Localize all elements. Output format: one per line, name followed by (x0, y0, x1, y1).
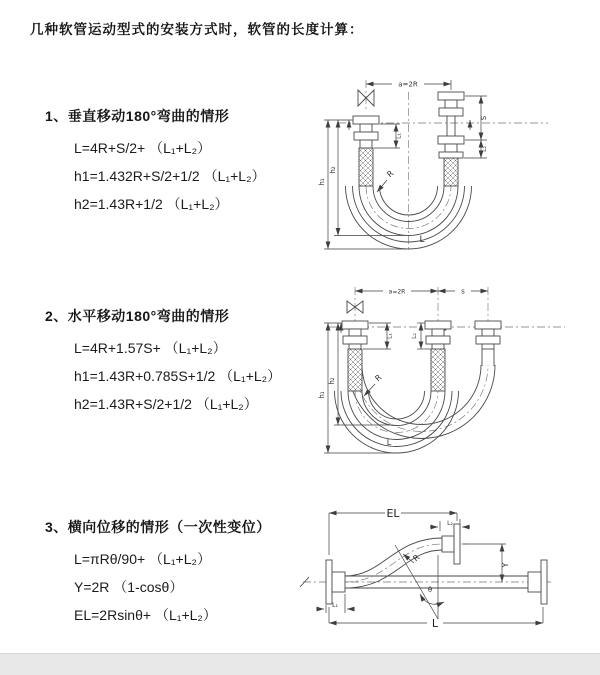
dim-label-l: L (386, 438, 392, 447)
formula-line: Y=2R （1-cosθ） (74, 579, 184, 595)
dim-label-l: L (419, 235, 425, 245)
dim-label-s: S (480, 115, 488, 121)
dim-label-l1: L₁ (395, 133, 403, 139)
dim-label-y: Y (501, 562, 510, 568)
pipe-fittings (342, 321, 501, 349)
formula-line: h2=1.43R+1/2 （L₁+L₂） (74, 196, 229, 212)
section-heading: 3、横向位移的情形（一次性变位） (45, 519, 271, 535)
formula-line: h1=1.432R+S/2+1/2 （L₁+L₂） (74, 168, 266, 184)
dim-label-r: R (411, 552, 422, 564)
dim-label-r: R (385, 168, 396, 180)
formula-line: h1=1.43R+0.785S+1/2 （L₁+L₂） (74, 368, 282, 384)
valve-icon (347, 301, 363, 313)
dim-label-l1: L₁ (332, 602, 338, 609)
formula-line: h2=1.43R+S/2+1/2 （L₁+L₂） (74, 396, 258, 412)
braided-hose (348, 349, 494, 391)
page-title: 几种软管运动型式的安装方式时，软管的长度计算： (30, 22, 364, 37)
formula-line: L=πRθ/90+ （L₁+L₂） (74, 551, 211, 567)
diagram-horizontal-bend (303, 277, 600, 462)
dim-label-h2: h₂ (329, 166, 337, 174)
footer-gray-bar (0, 653, 600, 675)
dim-label-l2: L₂ (411, 333, 418, 339)
dim-label-span: a=2R (388, 288, 406, 296)
dim-label-theta: θ (427, 586, 433, 594)
dim-label-l1: L₁ (386, 333, 394, 339)
dim-label-el: EL (386, 507, 400, 520)
dim-label-span: a=2R (398, 80, 418, 89)
diagram-labels (332, 507, 510, 630)
section-vertical-bend (45, 106, 266, 218)
section-lateral-shift (45, 517, 271, 629)
dim-label-l2: L₂ (447, 520, 453, 527)
diagram-vertical-bend (308, 68, 598, 258)
diagram-lateral-shift (297, 497, 597, 642)
section-horizontal-bend (45, 306, 281, 418)
dim-label-l: L (431, 617, 439, 630)
diagram-labels (318, 81, 488, 246)
formula-line: EL=2Rsinθ+ （L₁+L₂） (74, 607, 217, 623)
flanges (326, 524, 547, 604)
dim-label-h2: h₂ (328, 377, 336, 385)
dimension-lines (324, 80, 487, 249)
dim-label-r: R (373, 372, 384, 384)
dim-label-h1: h₁ (318, 178, 326, 186)
formula-line: L=4R+S/2+ （L₁+L₂） (74, 140, 212, 156)
dim-label-travel: s (461, 287, 465, 296)
dim-label-l2: L₂ (481, 146, 488, 152)
formula-line: L=4R+1.57S+ （L₁+L₂） (74, 340, 227, 356)
section-heading: 1、垂直移动180°弯曲的情形 (45, 108, 230, 124)
section-heading: 2、水平移动180°弯曲的情形 (45, 308, 230, 324)
dim-label-h1: h₁ (318, 391, 326, 399)
